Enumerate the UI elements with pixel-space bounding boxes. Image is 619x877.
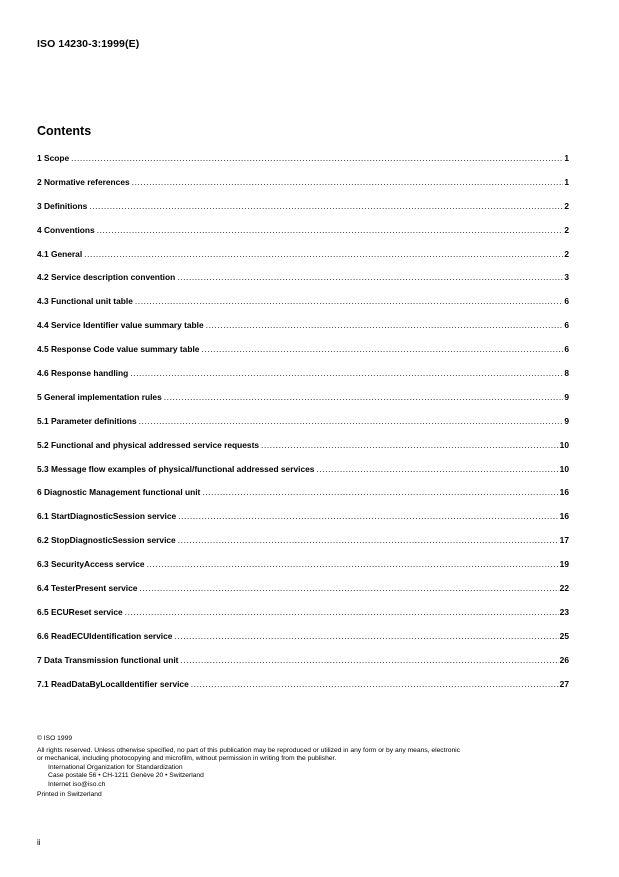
toc-entry-title: 6.5 ECUReset service — [37, 606, 123, 617]
toc-entry-page: 23 — [559, 606, 569, 617]
toc-dot-leader — [177, 272, 563, 282]
toc-entry-page: 19 — [559, 559, 569, 570]
toc-entry[interactable] — [37, 416, 569, 440]
toc-entry-title: 5.3 Message flow examples of physical/functional addressed services — [37, 463, 315, 474]
toc-entry[interactable] — [37, 440, 569, 464]
toc-entry-title: 5.2 Functional and physical addressed service requests — [37, 439, 260, 450]
toc-dot-leader — [89, 201, 563, 211]
toc-dot-leader — [174, 631, 558, 641]
toc-dot-leader — [164, 392, 564, 402]
toc-entry-title: 4.5 Response Code value summary table — [37, 344, 200, 355]
toc-dot-leader — [201, 344, 563, 354]
toc-entry-title: 6.4 TesterPresent service — [37, 583, 138, 594]
toc-entry-title: 4.1 General — [37, 248, 83, 259]
toc-entry-page: 25 — [559, 630, 569, 641]
toc-entry-page: 9 — [564, 391, 569, 402]
toc-entry-page: 6 — [564, 344, 569, 355]
toc-entry-page: 27 — [559, 678, 569, 689]
rights-statement-line-1: All rights reserved. Unless otherwise specified, no part of this publication may be reproduced or utilized in any form or by any means, electronic — [37, 746, 461, 754]
toc-entry-title: 3 Definitions — [37, 200, 88, 211]
toc-entry-page: 10 — [559, 463, 569, 474]
toc-entry-page: 2 — [564, 200, 569, 211]
toc-entry[interactable] — [37, 153, 569, 177]
toc-dot-leader — [139, 583, 558, 593]
toc-dot-leader — [261, 440, 559, 450]
toc-entry-page: 22 — [559, 583, 569, 594]
toc-entry[interactable] — [37, 511, 569, 535]
contents-heading: Contents — [37, 124, 92, 138]
toc-dot-leader — [316, 464, 558, 474]
toc-entry[interactable] — [37, 487, 569, 511]
toc-dot-leader — [147, 559, 559, 569]
toc-entry-page: 1 — [564, 153, 569, 163]
toc-entry[interactable] — [37, 679, 569, 703]
toc-dot-leader — [125, 607, 559, 617]
toc-entry[interactable] — [37, 607, 569, 631]
toc-dot-leader — [180, 655, 558, 665]
toc-entry-page: 2 — [564, 248, 569, 259]
toc-entry-title: 6 Diagnostic Management functional unit — [37, 487, 201, 498]
toc-entry-page: 1 — [564, 176, 569, 187]
toc-dot-leader — [178, 511, 558, 521]
toc-entry-title: 6.1 StartDiagnosticSession service — [37, 511, 177, 522]
toc-entry-title: 4.6 Response handling — [37, 368, 129, 379]
toc-entry[interactable] — [37, 583, 569, 607]
publisher-internet: Internet iso@iso.ch — [48, 780, 106, 788]
copyright-block — [37, 735, 577, 799]
toc-entry-page: 2 — [564, 224, 569, 235]
toc-entry[interactable] — [37, 655, 569, 679]
toc-entry-title: 6.6 ReadECUIdentification service — [37, 630, 173, 641]
toc-entry[interactable] — [37, 344, 569, 368]
toc-dot-leader — [71, 153, 563, 163]
table-of-contents — [37, 153, 569, 702]
toc-entry[interactable] — [37, 272, 569, 296]
page-number: ii — [37, 838, 41, 847]
toc-entry-page: 9 — [564, 415, 569, 426]
toc-dot-leader — [178, 535, 559, 545]
toc-dot-leader — [206, 320, 564, 330]
toc-entry-title: 4.4 Service Identifier value summary table — [37, 320, 204, 331]
toc-entry-page: 16 — [559, 511, 569, 522]
toc-entry-title: 5 General implementation rules — [37, 391, 162, 402]
document-id: ISO 14230-3:1999(E) — [37, 38, 140, 50]
toc-entry-page: 10 — [559, 439, 569, 450]
toc-entry[interactable] — [37, 225, 569, 249]
toc-entry[interactable] — [37, 464, 569, 488]
toc-dot-leader — [97, 225, 564, 235]
toc-dot-leader — [139, 416, 564, 426]
toc-entry-page: 8 — [564, 368, 569, 379]
toc-entry-title: 2 Normative references — [37, 176, 130, 187]
toc-entry-title: 6.2 StopDiagnosticSession service — [37, 535, 176, 546]
toc-entry[interactable] — [37, 201, 569, 225]
rights-statement-line-2: or mechanical, including photocopying and microfilm, without permission in writing from the publisher. — [37, 755, 337, 763]
toc-entry[interactable] — [37, 631, 569, 655]
toc-entry-title: 4 Conventions — [37, 224, 95, 235]
toc-entry-page: 26 — [559, 654, 569, 665]
toc-entry-title: 7 Data Transmission functional unit — [37, 654, 179, 665]
toc-entry-title: 7.1 ReadDataByLocalIdentifier service — [37, 678, 189, 689]
toc-dot-leader — [130, 368, 563, 378]
printed-in: Printed in Switzerland — [37, 790, 102, 798]
toc-entry[interactable] — [37, 535, 569, 559]
toc-entry-page: 6 — [564, 296, 569, 307]
toc-entry[interactable] — [37, 249, 569, 273]
toc-entry[interactable] — [37, 177, 569, 201]
toc-entry-page: 16 — [559, 487, 569, 498]
toc-entry-title: 4.3 Functional unit table — [37, 296, 133, 307]
toc-entry-title: 6.3 SecurityAccess service — [37, 559, 145, 570]
toc-entry[interactable] — [37, 392, 569, 416]
toc-entry[interactable] — [37, 368, 569, 392]
publisher-organization: International Organization for Standardization — [48, 763, 183, 771]
toc-entry-title: 1 Scope — [37, 153, 70, 163]
toc-entry-page: 6 — [564, 320, 569, 331]
copyright-notice: © ISO 1999 — [37, 735, 73, 742]
toc-entry-page: 3 — [564, 272, 569, 283]
toc-dot-leader — [84, 249, 563, 259]
toc-entry-title: 5.1 Parameter definitions — [37, 415, 137, 426]
toc-entry-page: 17 — [559, 535, 569, 546]
toc-dot-leader — [135, 296, 563, 306]
toc-entry-title: 4.2 Service description convention — [37, 272, 176, 283]
toc-dot-leader — [132, 177, 564, 187]
publisher-address: Case postale 56 • CH-1211 Genève 20 • Switzerland — [48, 772, 204, 780]
toc-entry[interactable] — [37, 296, 569, 320]
toc-dot-leader — [191, 679, 559, 689]
toc-entry[interactable] — [37, 559, 569, 583]
toc-dot-leader — [202, 487, 558, 497]
toc-entry[interactable] — [37, 320, 569, 344]
